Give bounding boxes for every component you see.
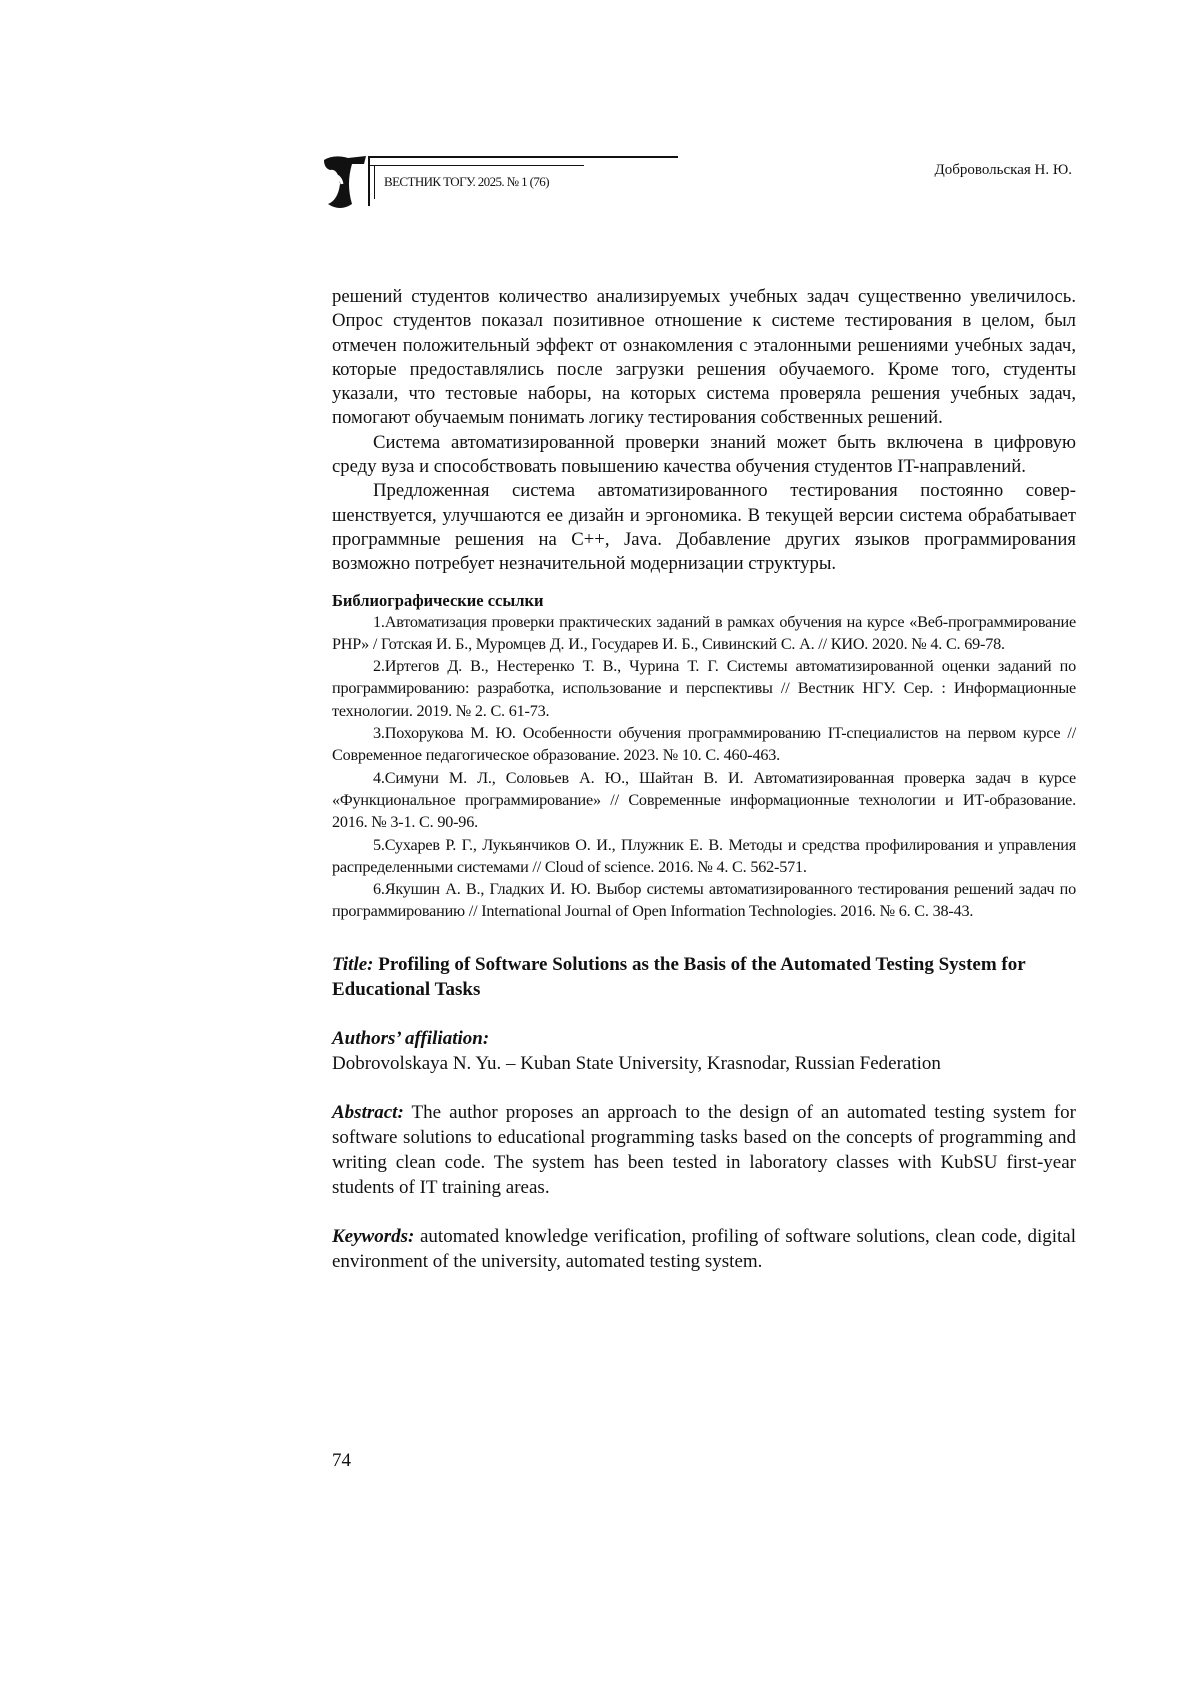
running-author: Добровольская Н. Ю. (934, 162, 1072, 178)
reference-item: 3.Похорукова М. Ю. Особенности обучения программированию IT-специалистов на первом курсе // Современное педагогическое образование. 2023. № 10. С. 460-463. (332, 724, 1076, 765)
journal-logo (318, 154, 372, 210)
header-vertical-rule-secondary (374, 165, 375, 199)
reference-item: 5.Сухарев Р. Г., Лукьянчиков О. И., Плужник Е. В. Методы и средства профилирования и управления распределенными системами // Cloud of science. 2016. № 4. С. 562-571. (332, 835, 1076, 876)
abstract (332, 1100, 1076, 1200)
keywords-label: Keywords: (332, 1225, 415, 1247)
journal-name: ВЕСТНИК ТОГУ. 2025. № 1 (76) (384, 174, 549, 189)
english-title (332, 952, 1076, 1002)
header-rule (368, 156, 678, 158)
body-paragraph: Система автоматизированной проверки знаний может быть включена в цифровую среду вуза и способствовать повышению качества обучения студентов IT-направлений. (332, 431, 1076, 478)
body-paragraph: Предложенная система автоматизированного тестирования постоянно совершенствуется, улучшаются ее дизайн и эргономика. В текущей версии система обрабатывает программные решения на С++, Java. Добавление других языков программирования возможно потребует незначительной модернизации структуры. (332, 480, 1076, 575)
header-rule-secondary (368, 165, 584, 166)
abstract-text: The author proposes an approach to the design of an automated testing system for software solutions to educational programming tasks based on the concepts of programming and writing clean code. The system has been tested in laboratory classes with KubSU first-year students of IT training areas. (332, 1101, 1076, 1198)
title-label: Title: (332, 953, 374, 975)
keywords (332, 1224, 1076, 1274)
abstract-label: Abstract: (332, 1101, 404, 1123)
body-paragraph: решений студентов количество анализируемых учебных задач существенно увеличилось. Опрос студентов показал позитивное отношение к системе тестирования в целом, был отмечен положительный эффект от ознакомления с эталонными решениями учебных задач, которые предоставлялись после загрузки решения обучаемого. Кроме того, студенты указали, что тестовые наборы, на которых система проверяла решения учебных задач, помогают обучаемым понимать логику тестирования собственных решений. (332, 286, 1076, 429)
keywords-text: automated knowledge verification, profiling of software solutions, clean code, digital environment of the university, automated testing system. (332, 1225, 1077, 1272)
reference-item: 4.Симуни М. Л., Соловьев А. Ю., Шайтан В. И. Автоматизированная проверка задач в курсе «Функциональное программирование» // Современные информационные технологии и ИТ-образование. 2016. № 3-1. С. 90-96. (332, 768, 1076, 832)
references-heading: Библиографические ссылки (332, 590, 544, 610)
reference-item: 2.Иртегов Д. В., Нестеренко Т. В., Чурина Т. Г. Системы автоматизированной оценки заданий по программированию: разработка, использование и перспективы // Вестник НГУ. Сер. : Информационные технологии. 2019. № 2. С. 61-73. (332, 657, 1076, 720)
reference-item: 1.Автоматизация проверки практических заданий в рамках обучения на курсе «Веб-программирование PHP» / Готская И. Б., Муромцев Д. И., Государев И. Б., Сивинский С. А. // КИО. 2020. № 4. С. 69-78. (332, 612, 1076, 653)
title-text: Profiling of Software Solutions as the Basis of the Automated Testing System for Educational Tasks (332, 953, 1026, 1000)
page-number: 74 (332, 1450, 351, 1471)
article-body (332, 285, 1076, 1274)
header-vertical-rule (368, 156, 370, 206)
affiliation-label: Authors’ affiliation: (332, 1027, 490, 1049)
reference-item: 6.Якушин А. В., Гладких И. Ю. Выбор системы автоматизированного тестирования решений задач по программированию // International Journal of Open Information Technologies. 2016. № 6. С. 38-43. (332, 880, 1076, 921)
affiliation-text: Dobrovolskaya N. Yu. – Kuban State University, Krasnodar, Russian Federation (332, 1052, 941, 1074)
